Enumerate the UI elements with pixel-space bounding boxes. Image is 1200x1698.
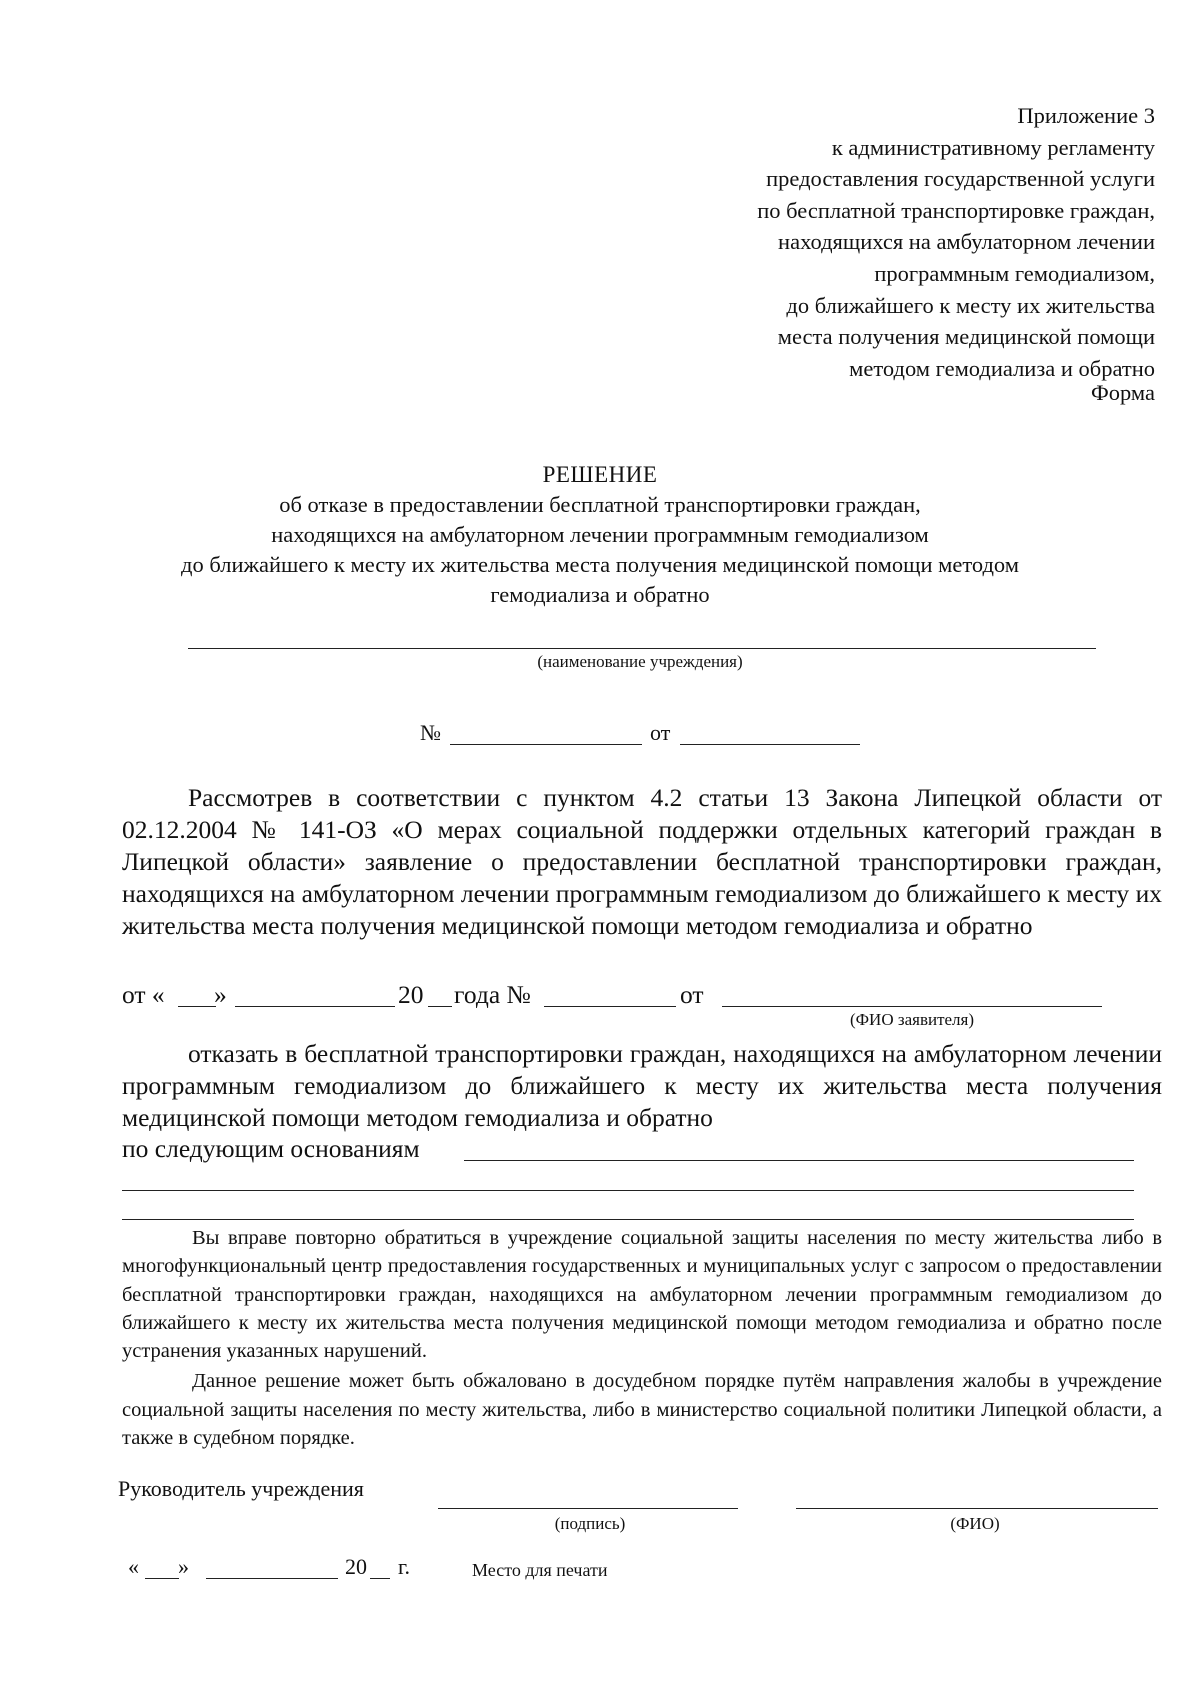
application-date-close: » xyxy=(214,980,227,1009)
signature-field[interactable] xyxy=(438,1508,738,1509)
sign-year-prefix: 20 xyxy=(345,1554,367,1579)
appendix-block xyxy=(555,100,1155,384)
refusal-paragraph xyxy=(122,1038,1162,1134)
number-sign: № xyxy=(420,720,441,745)
paragraph-refuse: отказать в бесплатной транспортировки граждан, находящихся на амбулаторном лечении программным гемодиализом до ближайшего к месту их жительства места получения медицинской помощи методом гемодиализа и обратно xyxy=(122,1039,1162,1132)
application-day-field[interactable] xyxy=(178,1006,216,1007)
title-subtitle-line: гемодиализа и обратно xyxy=(490,582,710,607)
title-heading: РЕШЕНИЕ xyxy=(542,462,658,487)
appendix-line: по бесплатной транспортировке граждан, xyxy=(757,197,1155,223)
title-subtitle-line: до ближайшего к месту их жительства места получения медицинской помощи методом xyxy=(181,552,1019,577)
notice-reapply-paragraph: Вы вправе повторно обратиться в учреждение социальной защиты населения по месту жительства либо в многофункциональный центр предоставления государственных и муниципальных услуг с запросом о предоставлении бесплатной транспортировки граждан, находящихся на амбулаторном лечении программным гемодиализом до ближайшего к месту их жительства места получения медицинской помощи методом гемодиализа и обратно после устранения указанных нарушений. xyxy=(122,1227,1162,1363)
appendix-line: к административному регламенту xyxy=(831,134,1155,160)
application-year-word: года № xyxy=(454,980,531,1009)
sign-day-field[interactable] xyxy=(145,1578,179,1579)
application-month-field[interactable] xyxy=(235,1006,395,1007)
application-year-field[interactable] xyxy=(428,1006,452,1007)
main-paragraph xyxy=(122,782,1162,942)
title-subtitle-line: находящихся на амбулаторном лечении программным гемодиализом xyxy=(271,522,929,547)
appendix-line: места получения медицинской помощи xyxy=(777,324,1155,350)
form-label: Форма xyxy=(1090,380,1155,405)
decision-date-field[interactable] xyxy=(680,744,860,745)
application-number-field[interactable] xyxy=(544,1006,676,1007)
sign-date-open: « xyxy=(128,1554,139,1579)
head-name-field[interactable] xyxy=(796,1508,1158,1509)
name-caption: (ФИО) xyxy=(950,1514,1000,1533)
sign-month-field[interactable] xyxy=(206,1578,338,1579)
signature-caption: (подпись) xyxy=(554,1514,626,1533)
number-from-label: от xyxy=(650,720,671,745)
decision-number-field[interactable] xyxy=(450,744,642,745)
grounds-field-2[interactable] xyxy=(122,1190,1134,1191)
institution-caption: (наименование учреждения) xyxy=(537,652,743,671)
notice-block xyxy=(122,1224,1162,1452)
sign-date-close: » xyxy=(178,1554,189,1579)
title-subtitle-line: об отказе в предоставлении бесплатной транспортировки граждан, xyxy=(279,492,921,517)
appendix-line: методом гемодиализа и обратно xyxy=(849,355,1155,381)
appendix-line: предоставления государственной услуги xyxy=(766,166,1155,192)
sign-year-field[interactable] xyxy=(370,1578,390,1579)
sign-year-suffix: г. xyxy=(398,1554,411,1579)
applicant-caption: (ФИО заявителя) xyxy=(849,1010,975,1029)
appendix-line: находящихся на амбулаторном лечении xyxy=(778,229,1155,255)
head-label: Руководитель учреждения xyxy=(118,1476,364,1501)
appendix-line: программным гемодиализом, xyxy=(874,260,1155,286)
stamp-place: Место для печати xyxy=(472,1560,608,1580)
paragraph-considered: Рассмотрев в соответствии с пунктом 4.2 статьи 13 Закона Липецкой области от 02.12.2004 № 141-ОЗ «О мерах социальной поддержки отдельных категорий граждан в Липецкой области» заявление о предоставлении бесплатной транспортировки граждан, находящихся на амбулаторном лечении программным гемодиализом до ближайшего к месту их жительства места получения медицинской помощи методом гемодиализа и обратно xyxy=(122,783,1162,940)
institution-name-field[interactable] xyxy=(188,648,1096,649)
application-date-open: от « xyxy=(122,980,165,1009)
applicant-name-field[interactable] xyxy=(722,1006,1102,1007)
notice-appeal-paragraph: Данное решение может быть обжаловано в досудебном порядке путём направления жалобы в учреждение социальной защиты населения по месту жительства, либо в министерство социальной политики Липецкой области, а также в судебном порядке. xyxy=(122,1370,1162,1450)
grounds-field-1[interactable] xyxy=(464,1160,1134,1161)
appendix-line: до ближайшего к месту их жительства xyxy=(786,292,1155,318)
appendix-line: Приложение 3 xyxy=(1017,103,1155,128)
application-from2: от xyxy=(680,980,704,1009)
application-year-prefix: 20 xyxy=(398,980,424,1009)
document-title xyxy=(140,460,1060,610)
grounds-field-3[interactable] xyxy=(122,1219,1134,1220)
grounds-label: по следующим основаниям xyxy=(122,1134,420,1163)
